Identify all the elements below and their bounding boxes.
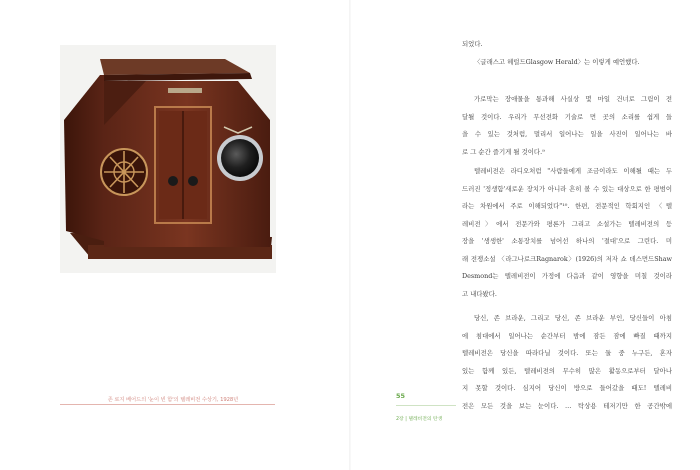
quote-2: [462, 310, 672, 415]
text-line: 달될 것이다. 우리가 무선전화 기술로 먼 곳의 소리를 쉽게 들: [462, 112, 672, 121]
text-line: 을 수 있는 것처럼, 멀리서 일어나는 일을 사진이 일어나는 바: [462, 130, 672, 138]
text-line: 당신, 존 브라운, 그리고 당신, 존 브라운 부인, 당신들이 아침: [474, 314, 672, 322]
text-line: 지 못할 것이다. 심지어 당신이 방으로 들어갔을 때도! 텔레비: [462, 384, 672, 392]
text-line: 〈글래스고 헤럴드Glasgow Herald〉는 이렇게 예언했다.: [474, 57, 640, 66]
text-line: 레비전〉에서 전문가와 평론가 그리고 소설가는 텔레비전의 등: [462, 219, 672, 228]
footer-rule: [396, 405, 456, 406]
text-line: Desmond는 텔레비전이 가정에 다음과 같이 영향을 미칠 것이라: [462, 272, 672, 280]
text-line: 전은 모든 것을 보는 눈이다. … 탁상용 테저기만 한 공간밖에: [462, 401, 672, 410]
text-line: 텔레비전은 라디오처럼 "사람들에게 조금이라도 이해될 때는 두: [474, 167, 672, 175]
text-line: 장을 '생생한' 소통장치를 넘어선 하나의 '절대'으로 그린다. 미: [462, 237, 672, 245]
text-line: 로 그 순간 즐기게 될 것이다.⁹: [462, 147, 545, 156]
radio-television-photo: [60, 45, 276, 273]
text-line: 드러진 '정생함'새로운 장치가 아니라 흔히 볼 수 있는 대상으로 한 평범이: [462, 184, 672, 193]
text-line: 래 전쟁소설 〈라그나로크Ragnarok〉(1926)의 저자 쇼 데스먼드Shaw: [462, 254, 672, 263]
page-number: 55: [396, 392, 406, 400]
text-line: 에 침대에서 일어나는 순간부터 밤에 잠든 잠에 빠질 때까지: [462, 331, 672, 340]
section-label: 2장 | 텔레비전의 탄생: [396, 417, 443, 422]
text-line: 가로막는 장애물을 통과해 사실상 몇 마일 건너로 그림이 전: [474, 95, 672, 103]
photo-caption: 존 로지 베어드의 '눈이 빈 함'의 텔레비전 수상기, 1928년: [107, 397, 239, 403]
text-line: 되었다.: [462, 40, 483, 48]
text-line: 고 내다봤다.: [462, 289, 497, 298]
paragraph-1: [462, 36, 672, 71]
text-line: 있는 함께 있든, 텔레비전의 무수히 많은 활동으로부터 달아나: [462, 366, 672, 375]
text-line: 라는 차원에서 주로 이해되었다"¹⁰. 한편, 전문적인 학회지인 〈텔: [462, 202, 672, 210]
caption-rule: [60, 404, 275, 405]
paragraph-2: [462, 163, 672, 303]
text-line: 텔레비전은 당신을 따라다닐 것이다. 또는 둘 중 누구든, 혼자: [462, 349, 672, 357]
quote-1: [462, 91, 672, 161]
